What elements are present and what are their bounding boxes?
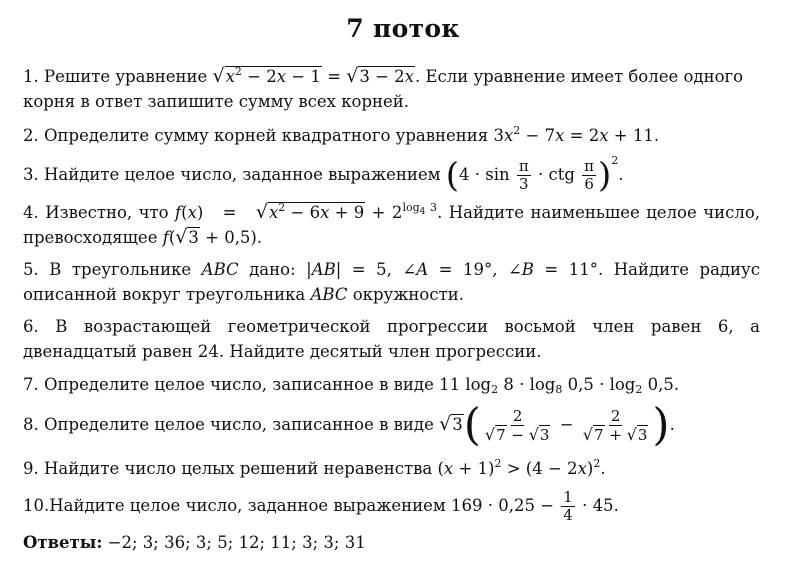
equation-1: $√x^2 - 2x - 1 = √3 - 2x$ xyxy=(212,65,414,87)
function-4: $f(x) = √x^2 - 6x + 9 + 2^{log_4 3}$ xyxy=(175,201,438,223)
expression-8: √3( $\frac{2}{√7 - √3}$ − $\frac{2}{√7 + √3}$ ) xyxy=(439,399,670,451)
problem-8: 8. Определите целое число, записанное в виде √3( $\frac{2}{√7 - √3}$ − $\frac{2}{√7 + √3}$ ). xyxy=(23,399,675,451)
answers-values: −2; 3; 36; 3; 5; 12; 11; 3; 3; 31 xyxy=(107,533,366,552)
problem-10: 10.Найдите целое число, заданное выражением 169 · 0,25 − $\frac{1}{4}$ · 45. xyxy=(23,488,619,524)
inequality-9: $(x + 1)^2 > (4 - 2x)^2$ xyxy=(437,457,601,478)
problem-6: 6. В возрастающей геометрической прогрессии восьмой член равен 6, а двенадцатый равен 24. Найдите десятый член прогрессии. xyxy=(23,317,760,361)
answers-label: Ответы: xyxy=(23,533,103,552)
problem-5: 5. В треугольнике ABC дано: |AB| = 5, ∠A = 19°, ∠B = 11°. Найдите радиус описанной вокруг треугольника ABC окружности. xyxy=(23,260,761,304)
problem-4: 4. Известно, что $f(x) = √x^2 - 6x + 9 + 2^{log_4 3}$. Найдите наименьшее целое число, превосходящее f(√3 + 0,5). xyxy=(23,201,760,248)
problem-7: 7. Определите целое число, записанное в виде 11 $\log_2 8 \cdot \log_8 0,5 \cdot \log_2 0,5$. xyxy=(23,375,680,396)
equation-2: $3x^2 - 7x = 2x + 11$ xyxy=(493,124,654,145)
problem-2: 2. Определите сумму корней квадратного уравнения $3x^2 - 7x = 2x + 11$. xyxy=(23,124,660,145)
answers-line xyxy=(23,530,760,555)
page-title: 7 поток xyxy=(346,14,460,43)
problem-3: 3. Найдите целое число, заданное выражением (4 · sin $\frac{\pi}{3}$ · ctg $\frac{\pi}{6}$ )$^2$. xyxy=(23,154,624,196)
argument-4: f(√3 + 0,5) xyxy=(162,226,257,248)
problem-9: 9. Найдите число целых решений неравенства $(x + 1)^2 > (4 - 2x)^2$. xyxy=(23,457,606,478)
conditions-5: |AB| = 5, ∠A = 19°, ∠B = 11° xyxy=(306,260,598,279)
expression-3: (4 · sin $\frac{\pi}{3}$ · ctg $\frac{\pi}{6}$ )$^2$ xyxy=(445,154,619,196)
expression-10: 169 · 0,25 − $\frac{1}{4}$ · 45 xyxy=(451,488,614,524)
expression-7: 11 $\log_2 8 \cdot \log_8 0,5 \cdot \log_2 0,5$ xyxy=(439,375,674,396)
problem-1: 1. Решите уравнение $√x^2 - 2x - 1 = √3 - 2x$. Если уравнение имеет более одного корня в ответ запишите сумму всех корней. xyxy=(23,65,744,111)
